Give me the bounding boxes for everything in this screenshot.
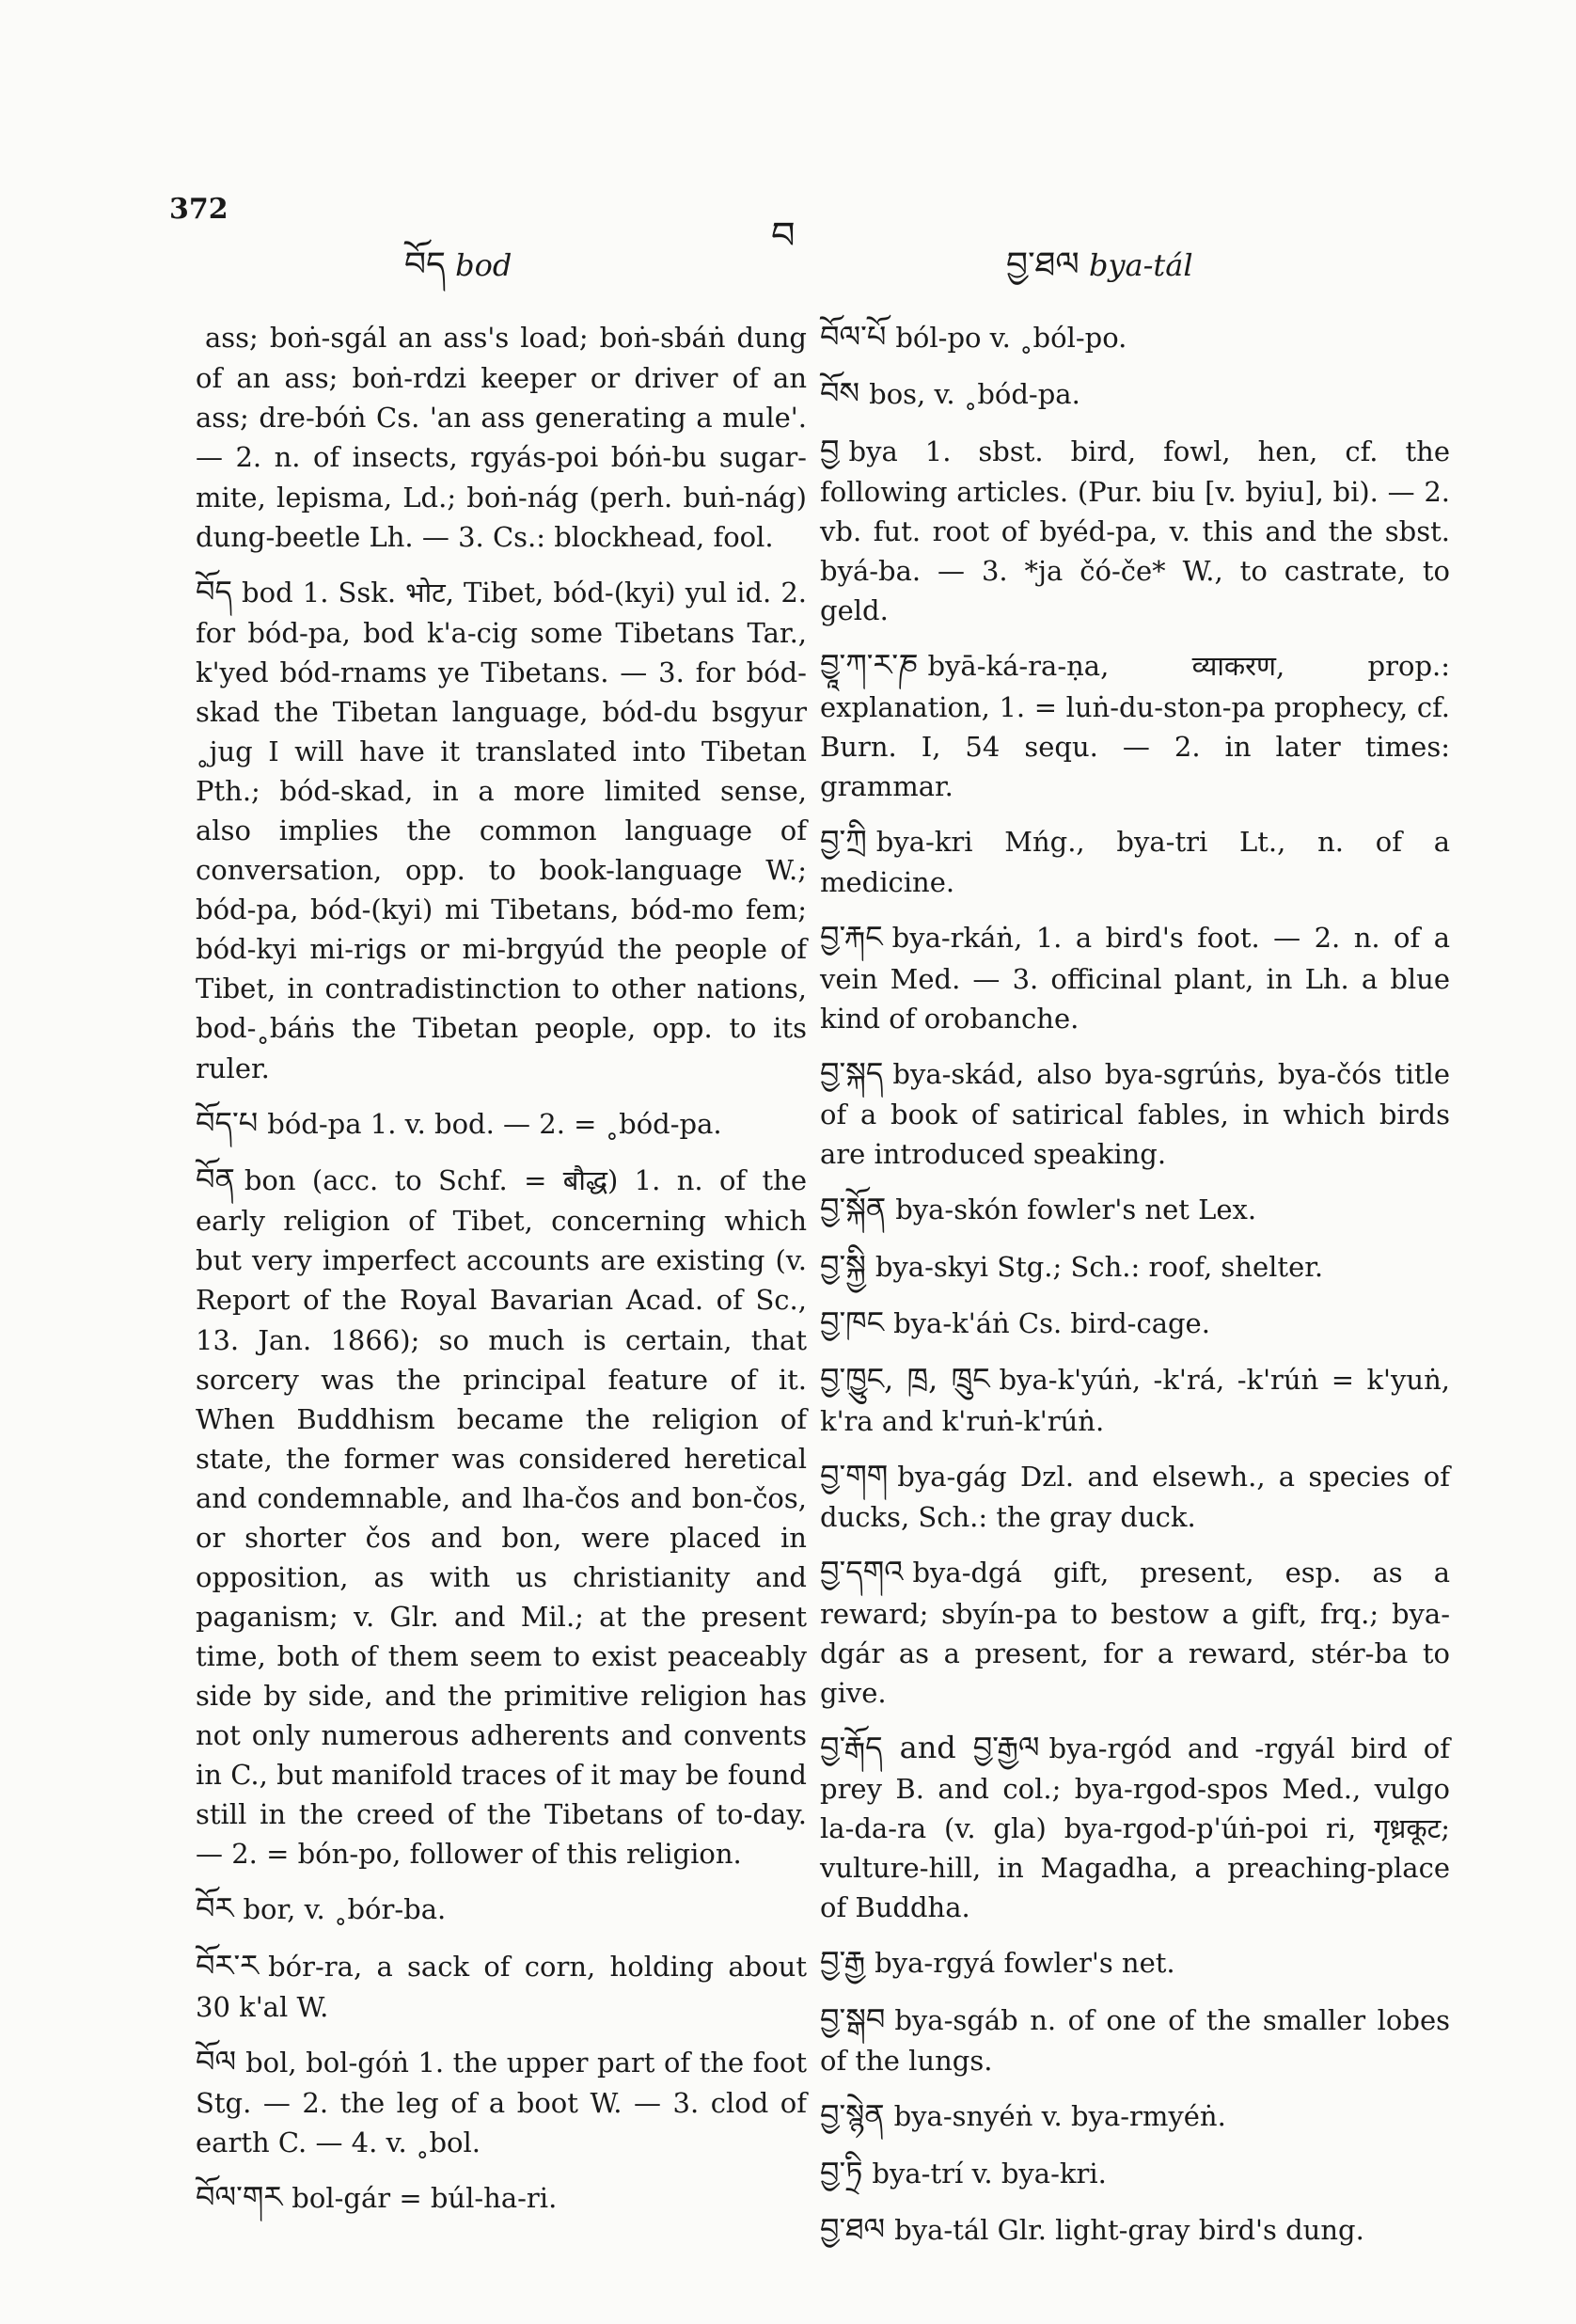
- dictionary-entry: [196, 1887, 807, 1930]
- entry-text: byā-ká-ra-ṇa, व्याकरण, prop.: explanation, 1. = luṅ-du-ston-pa prophecy, cf. Burn. I, 54 sequ. — 2. in later times: grammar.: [820, 650, 1450, 802]
- entry-text: ból-po v. ˳ból-po.: [895, 322, 1127, 354]
- entry-headword: བྱ་རྒོད and བྱ་རྒྱལ: [820, 1729, 1040, 1765]
- entry-headword: བོར: [196, 1890, 234, 1927]
- dictionary-entry: [820, 643, 1450, 806]
- header-right-translit: bya-tál: [1088, 247, 1193, 283]
- entry-text: bya-skón fowler's net Lex.: [895, 1194, 1257, 1226]
- dictionary-entry: [820, 1726, 1450, 1928]
- entry-headword: བྱ་ཐལ: [820, 2211, 886, 2248]
- dictionary-entry: [820, 1357, 1450, 1440]
- entry-headword: བྱཱ་ཀ་ར་ཎ: [820, 647, 919, 684]
- entry-headword: བོན: [196, 1161, 235, 1197]
- entry-text: bor, v. ˳bór-ba.: [243, 1893, 447, 1926]
- entry-text: bya-k'yúṅ, -k'rá, -k'rúṅ = k'yuṅ, k'ra and k'ruṅ-k'rúṅ.: [820, 1364, 1450, 1437]
- dictionary-entry: [820, 2207, 1450, 2251]
- dictionary-entry: [820, 1454, 1450, 1537]
- dictionary-entry: [820, 1550, 1450, 1713]
- dictionary-entry: [196, 1158, 807, 1873]
- entry-text: bór-ra, a sack of corn, holding about 30 k'al W.: [196, 1950, 807, 2023]
- header-left-translit: bod: [455, 247, 512, 283]
- entry-headword: བྱ་སྐྱི: [820, 1247, 866, 1284]
- entry-text: bos, v. ˳bód-pa.: [869, 378, 1080, 411]
- entry-headword: བྱ་སྐད: [820, 1054, 884, 1091]
- dictionary-entry: [196, 570, 807, 1088]
- entry-text: bol, bol-góṅ 1. the upper part of the foot Stg. — 2. the leg of a boot W. — 3. clod of earth C. — 4. v. ˳bol.: [196, 2046, 807, 2159]
- entry-text: bya-rgyá fowler's net.: [875, 1947, 1175, 1980]
- entry-text: bod 1. Ssk. भोट, Tibet, bód-(kyi) yul id. 2. for bód-pa, bod k'a-cig some Tibetans Tar., k'yed bód-rnams ye Tibetans. — 3. for bód-skad the Tibetan language, bód-du bsgyur ˳jug I will have it translated into Tibetan Pth.; bód-skad, in a more limited sense, also implies the common language of conversation, opp. to book-language W.; bód-pa, bód-(kyi) mi Tibetans, bód-mo fem; bód-kyi mi-rigs or mi-brgyúd the people of Tibet, in contradistinction to other nations, bod-˳báṅs the Tibetan people, opp. to its ruler.: [196, 576, 807, 1084]
- entry-headword: བྱ་ཁྱུང, ཁྲ, ཁྲུང: [820, 1361, 990, 1398]
- entry-headword: བོལ་པོ: [820, 319, 887, 355]
- dictionary-entry: [196, 2040, 807, 2162]
- header-left-tibetan: བོད: [404, 245, 446, 284]
- entry-headword: བྱ་སྙེན: [820, 2097, 885, 2134]
- entry-headword: བྱ: [820, 432, 840, 468]
- entry-headword: བོལ་གར: [196, 2179, 283, 2216]
- entry-headword: བྱ་རྒྱ: [820, 1944, 866, 1981]
- dictionary-entry: [820, 429, 1450, 631]
- header-right-tibetan: བྱ་ཐལ: [1006, 245, 1080, 284]
- header-center-letter: བ: [771, 214, 796, 258]
- entry-text: bya-gág Dzl. and elsewh., a species of ducks, Sch.: the gray duck.: [820, 1460, 1450, 1534]
- entry-headword: བོད་པ: [196, 1104, 259, 1141]
- dictionary-entry: [820, 1244, 1450, 1288]
- header-left: [404, 226, 512, 322]
- dictionary-entry: [820, 1998, 1450, 2080]
- entry-text: bya-sgáb n. of one of the smaller lobes of the lungs.: [820, 2003, 1450, 2078]
- entry-headword: བྱ་རྐང: [820, 919, 883, 956]
- dictionary-entry: [196, 1101, 807, 1145]
- entry-text: ass; boṅ-sgál an ass's load; boṅ-sbáṅ dung of an ass; boṅ-rdzi keeper or driver of an ass; dre-bóṅ Cs. 'an ass generating a mule'. — 2. n. of insects, rgyás-poi bóṅ-bu sugar-mite, lepisma, Ld.; boṅ-nág (perh. buṅ-nág) dung-beetle Lh. — 3. Cs.: blockhead, fool.: [196, 322, 807, 553]
- entry-headword: བྱ་ཀྲི: [820, 822, 867, 859]
- entry-text: bya-k'áṅ Cs. bird-cage.: [893, 1307, 1210, 1340]
- dictionary-entry: [196, 1944, 807, 2027]
- entry-text: bya-kri Mńg., bya-tri Lt., n. of a medicine.: [820, 825, 1450, 899]
- entry-headword: བོར་ར: [196, 1947, 260, 1984]
- entry-text: bya-dgá gift, present, esp. as a reward; sbyín-pa to bestow a gift, frq.; bya-dgár as a present, for a reward, stér-ba to give.: [820, 1557, 1450, 1709]
- entry-text: bya-skád, also bya-sgrúṅs, bya-čós title of a book of satirical fables, in which birds are introduced speaking.: [820, 1057, 1450, 1171]
- dictionary-entry: [820, 1051, 1450, 1174]
- dictionary-entry: [820, 1301, 1450, 1344]
- dictionary-entry: [820, 2094, 1450, 2137]
- dictionary-entry: [196, 315, 807, 557]
- entry-headword: བྱ་སྒབ: [820, 2000, 886, 2037]
- entry-headword: བྱ་སྐོན: [820, 1191, 887, 1227]
- entry-text: bya-rkáṅ, 1. a bird's foot. — 2. n. of a vein Med. — 3. officinal plant, in Lh. a blue kind of orobanche.: [820, 922, 1450, 1035]
- entry-headword: བྱ་དགའ: [820, 1554, 904, 1590]
- right-column: [820, 315, 1450, 2264]
- entry-text: bya-tál Glr. light-gray bird's dung.: [894, 2214, 1364, 2247]
- entry-text: bya-rgód and -rgyál bird of prey B. and col.; bya-rgod-spos Med., vulgo la-da-ra (v. gla) bya-rgod-p'úṅ-poi ri, गृध्रकूट; vulture-hill, in Magadha, a preaching-place of Buddha.: [820, 1731, 1450, 1924]
- dictionary-entry: [820, 372, 1450, 415]
- dictionary-entry: [820, 1187, 1450, 1230]
- entry-text: bya-skyi Stg.; Sch.: roof, shelter.: [875, 1250, 1324, 1283]
- entry-text: bód-pa 1. v. bod. — 2. = ˳bód-pa.: [267, 1107, 722, 1140]
- dictionary-entry: [820, 2151, 1450, 2194]
- page-number: 372: [169, 193, 229, 226]
- header-right: [1006, 226, 1193, 322]
- entry-headword: བོད: [196, 573, 233, 609]
- dictionary-entry: [196, 2175, 807, 2219]
- dictionary-entry: [820, 1940, 1450, 1984]
- dictionary-entry: [820, 315, 1450, 358]
- entry-text: bol-gár = búl-ha-ri.: [292, 2182, 558, 2215]
- entry-headword: བོལ: [196, 2043, 237, 2079]
- entry-text: bya-snyéṅ v. bya-rmyéṅ.: [893, 2100, 1226, 2133]
- entry-headword: བོས: [820, 375, 860, 412]
- entry-text: bya 1. sbst. bird, fowl, hen, cf. the following articles. (Pur. biu [v. byiu], bi). — 2. vb. fut. root of byéd-pa, v. this and the sbst. byá-ba. — 3. *ja čó-če* W., to castrate, to geld.: [820, 435, 1450, 627]
- dictionary-entry: [820, 915, 1450, 1037]
- entry-headword: བྱ་ཁང: [820, 1304, 885, 1341]
- left-column: [196, 315, 807, 2233]
- dictionary-entry: [820, 819, 1450, 902]
- entry-headword: བྱ་གག: [820, 1457, 889, 1494]
- entry-text: bon (acc. to Schf. = बौद्ध) 1. n. of the early religion of Tibet, concerning which but very imperfect accounts are existing (v. Report of the Royal Bavarian Acad. of Sc., 13. Jan. 1866); so much is certain, that sorcery was the principal feature of it. When Buddhism became the religion of state, the former was considered heretical and condemnable, and lha-čos and bon-čos, or shorter čos and bon, were placed in opposition, as with us christianity and paganism; v. Glr. and Mil.; at the present time, both of them seem to exist peaceably side by side, and the primitive religion has not only numerous adherents and convents in C., but manifold traces of it may be found still in the creed of the Tibetans of to-day. — 2. = bón-po, follower of this religion.: [196, 1163, 807, 1871]
- entry-text: bya-trí v. bya-kri.: [872, 2157, 1107, 2190]
- entry-headword: བྱ་ཏྲི: [820, 2154, 863, 2190]
